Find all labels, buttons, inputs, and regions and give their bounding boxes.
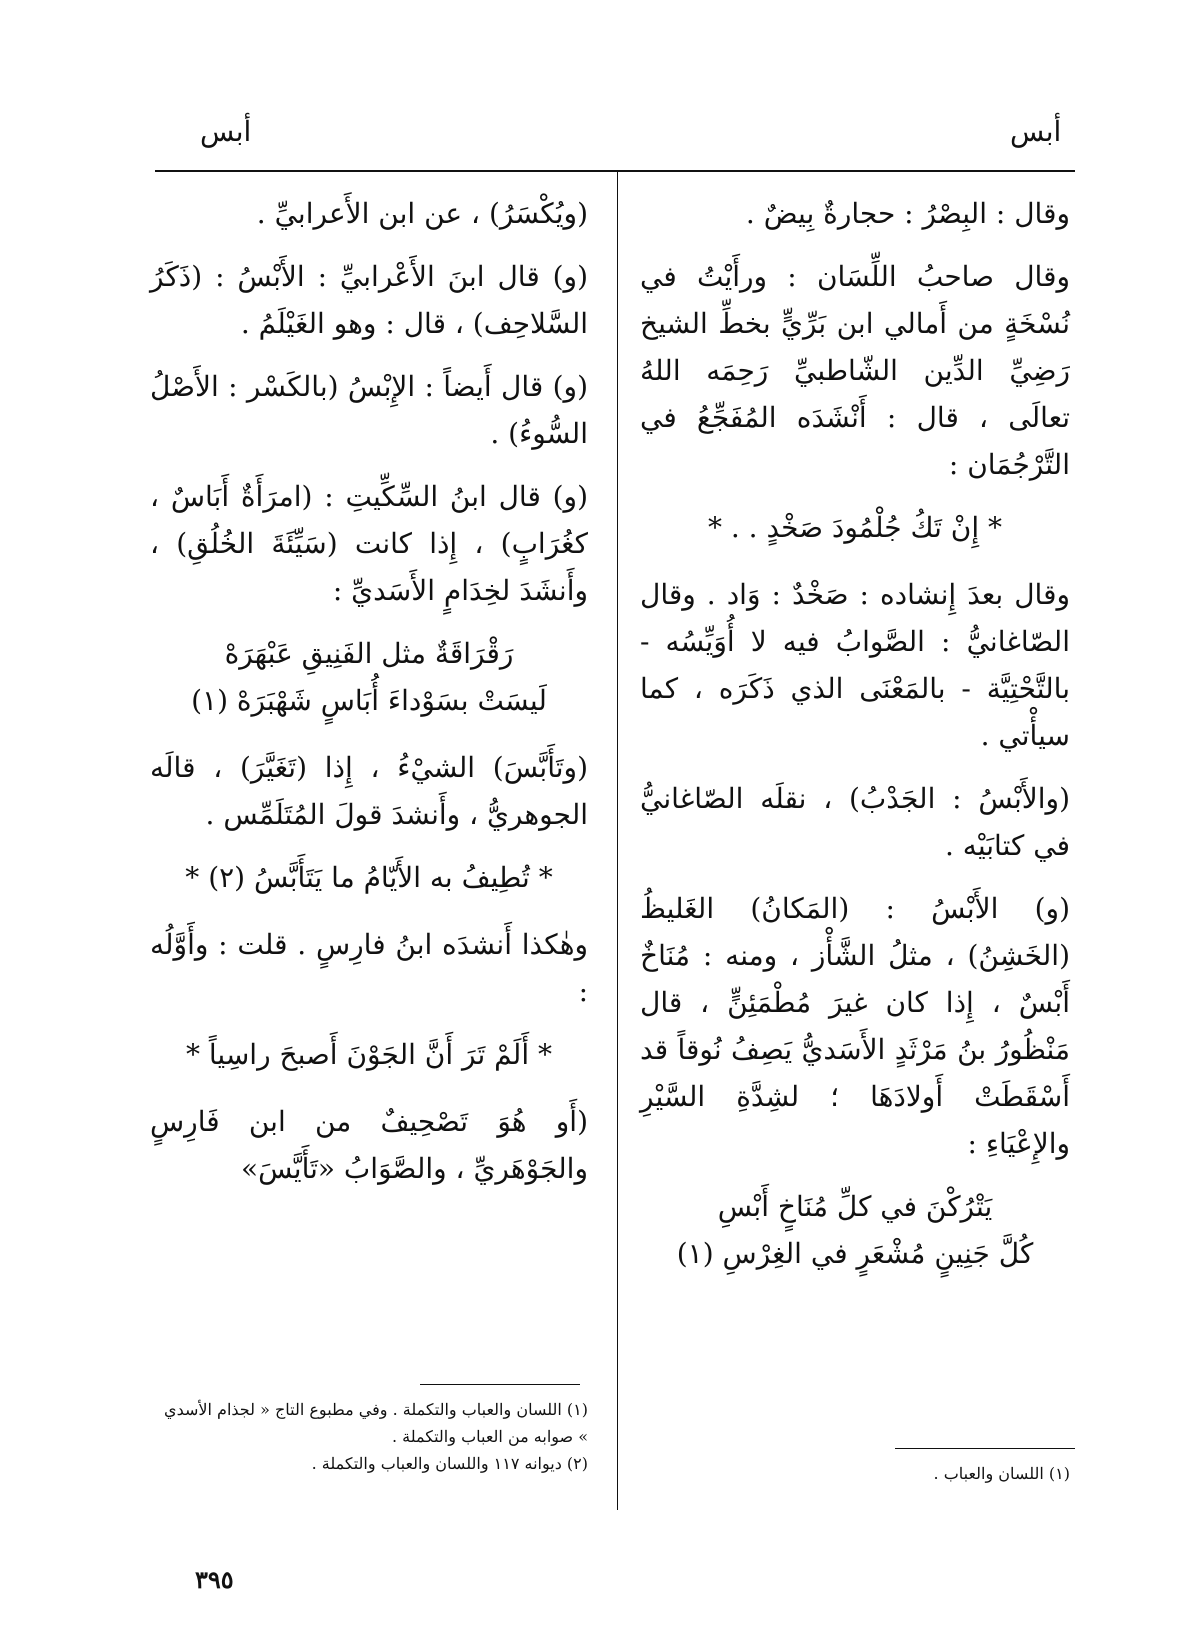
- header-word-left: أبس: [200, 115, 252, 148]
- paragraph: (والأَبْسُ : الجَدْبُ) ، نقلَه الصّاغانيُّ في كتابَيْه .: [640, 782, 1070, 862]
- verse-quote: * إِنْ تَكُ جُلْمُودَ صَخْدٍ . . *: [707, 511, 1003, 544]
- verse-block: [150, 630, 588, 724]
- verse-line: يَتْرُكْنَ في كلِّ مُنَاخٍ أَبْسِ: [717, 1190, 993, 1223]
- verse-quote: * تُطِيفُ به الأَيّامُ ما يَتَأَبَّسُ (٢) *: [185, 861, 553, 894]
- paragraph: (أَو هُوَ تَصْحِيفٌ من ابن فَارِسٍ والجَوْهَريِّ ، والصَّوَابُ «تَأَيَّسَ»: [150, 1105, 588, 1185]
- paragraph: وهٰكذا أَنشدَه ابنُ فارِسٍ . قلت : وأَوَّلُه :: [150, 928, 588, 1008]
- paragraph: (و) الأَبْسُ : (المَكانُ) الغَليظُ (الخَشِنُ) ، مثلُ الشَّأْز ، ومنه : مُنَاخٌ أَبْسٌ ، إِذا كان غيرَ مُطْمَئِنٍّ ، قال مَنْظُورُ بنُ مَرْثَدٍ الأَسَديُّ يَصِفُ نُوقاً قد أَسْقَطَتْ أَولادَهَا ؛ لشِدَّةِ السَّيْرِ والإِعْيَاءِ :: [640, 892, 1070, 1160]
- page-number: ٣٩٥: [195, 1565, 234, 1594]
- footnotes-right: [640, 1460, 1070, 1487]
- paragraph: وقال صاحبُ اللِّسَان : ورأَيْتُ في نُسْخَةٍ من أَمالي ابن بَرِّيٍّ بخطِّ الشيخ رَضِيِّ الدِّين الشّاطبيِّ رَحِمَه اللهُ تعالَى ، قال : أَنْشَدَه المُفَجِّعُ في التَّرْجُمَان :: [640, 260, 1070, 481]
- paragraph: (و) قال ابنُ السِّكِّيتِ : (امرَأَةٌ أَبَاسٌ ، كغُرَابٍ) ، إِذا كانت (سَيِّئَةَ الخُلُقِ) ، وأَنشَدَ لخِدَامٍ الأَسَديِّ :: [150, 480, 588, 607]
- paragraph: (و) قال أَيضاً : الإِبْسُ (بالكَسْر : الأَصْلُ السُّوءُ) .: [150, 370, 588, 450]
- verse-quote: * أَلَمْ تَرَ أَنَّ الجَوْنَ أَصبحَ راسِياً *: [185, 1038, 553, 1071]
- header-rule: [155, 170, 1075, 172]
- verse-line: كُلَّ جَنِينٍ مُشْعَرٍ في الغِرْسِ (١): [676, 1237, 1034, 1270]
- footnotes-left: [150, 1396, 588, 1477]
- footnote: (١) اللسان والعباب .: [933, 1464, 1070, 1483]
- paragraph: (وتَأَبَّسَ) الشيْءُ ، إِذا (تَغَيَّرَ) ، قالَه الجوهريُّ ، وأَنشدَ قولَ المُتَلَمِّس .: [150, 751, 588, 831]
- verse-block: [640, 1183, 1070, 1277]
- footnote: (٢) ديوانه ١١٧ واللسان والعباب والتكملة .: [311, 1454, 588, 1473]
- paragraph: (ويُكْسَرُ) ، عن ابن الأَعرابيِّ .: [256, 197, 588, 230]
- paragraph: وقال بعدَ إِنشاده : صَخْدٌ : وَاد . وقال الصّاغانيُّ : الصَّوابُ فيه لا أُوَيِّسُه - بالتَّحْتِيَّة - بالمَعْنَى الذي ذَكَرَه ، كما سيأْتي .: [640, 578, 1070, 752]
- verse-line: لَيسَتْ بسَوْداءَ أُبَاسٍ شَهْبَرَهْ (١): [191, 684, 547, 717]
- right-column: [640, 190, 1070, 1297]
- paragraph: وقال : البِصْرُ : حجارةٌ بِيضٌ .: [745, 197, 1070, 230]
- column-divider: [617, 170, 618, 1510]
- paragraph: (و) قال ابنَ الأَعْرابيِّ : الأَبْسُ : (ذَكَرُ السَّلاحِف) ، قال : وهو الغَيْلَمُ .: [150, 260, 588, 340]
- footnote-rule-left: [420, 1384, 580, 1385]
- verse-line: رَقْرَاقَةٌ مثل الفَنِيقِ عَبْهَرَهْ: [224, 637, 514, 670]
- footnote-rule-right: [895, 1448, 1075, 1449]
- header-word-right: أبس: [1010, 115, 1062, 148]
- footnote: (١) اللسان والعباب والتكملة . وفي مطبوع التاج « لجذام الأسدي » صوابه من العباب والتكملة .: [164, 1400, 588, 1446]
- left-column: [150, 190, 588, 1208]
